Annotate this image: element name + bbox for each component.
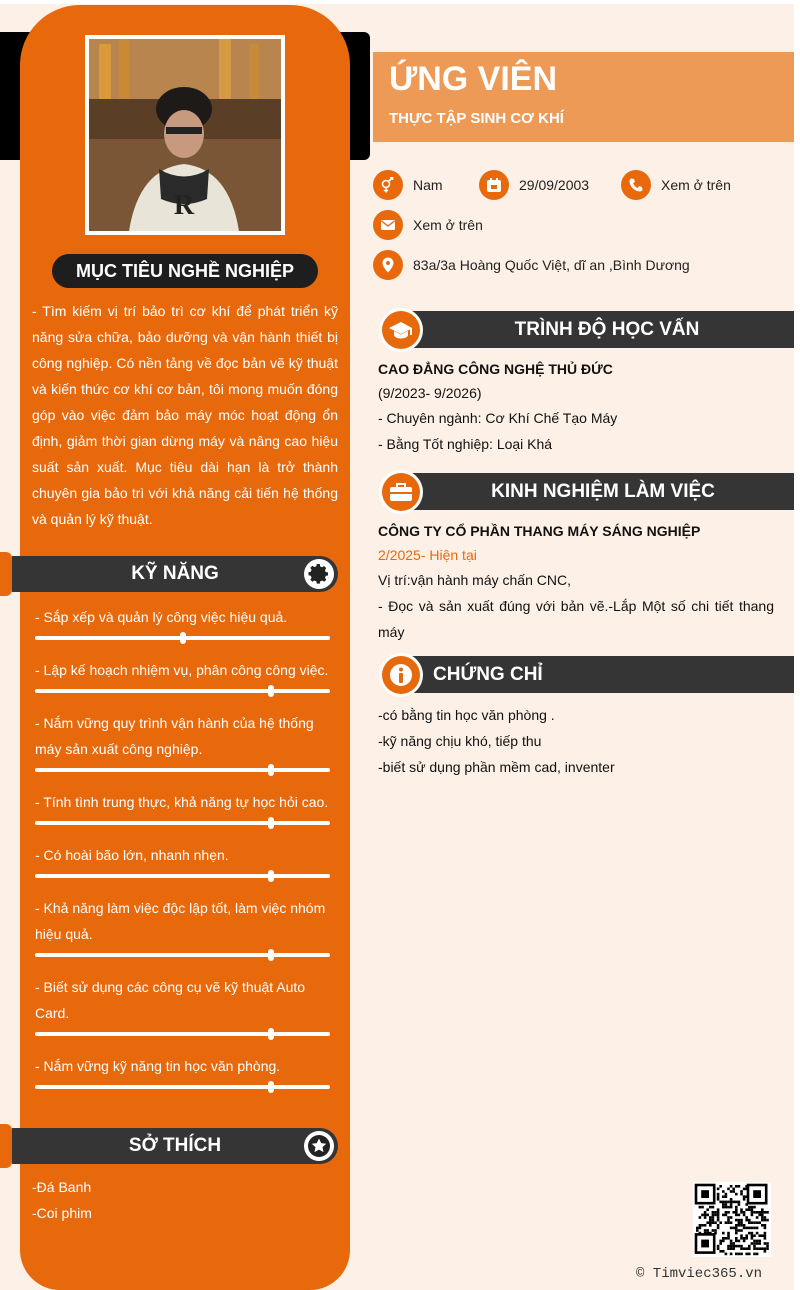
skill-item: - Sắp xếp và quản lý công việc hiệu quả.: [35, 609, 288, 625]
hobbies-notch: [0, 1124, 12, 1168]
skill-level-marker: [268, 685, 274, 697]
phone-text: Xem ở trên: [661, 177, 731, 193]
education-degree: - Bằng Tốt nghiệp: Loại Khá: [378, 436, 553, 452]
education-major: - Chuyên ngành: Cơ Khí Chế Tạo Máy: [378, 410, 618, 426]
skill-level-bar: [35, 689, 330, 693]
gear-icon: [304, 559, 334, 589]
skill-level-bar: [35, 821, 330, 825]
education-title: TRÌNH ĐỘ HỌC VẤN: [514, 319, 700, 340]
graduation-cap-icon: [388, 317, 414, 343]
certificate-item: -kỹ năng chịu khó, tiếp thu: [378, 733, 542, 749]
skill-item: - Có hoài bão lớn, nhanh nhẹn.: [35, 847, 229, 863]
skill-level-marker: [268, 764, 274, 776]
education-badge: [379, 308, 423, 352]
skill-level-bar: [35, 636, 330, 640]
hobby-item: -Coi phim: [32, 1205, 92, 1221]
certificates-badge: [379, 653, 423, 697]
certificate-item: -có bằng tin học văn phòng .: [378, 707, 555, 723]
star-icon: [304, 1131, 334, 1161]
skill-level-bar: [35, 953, 330, 957]
email-text: Xem ở trên: [413, 217, 483, 233]
skill-item: - Tính tình trung thực, khả năng tự học hỏi cao.: [35, 794, 329, 810]
objective-text: - Tìm kiếm vị trí bảo trì cơ khí để phát triển kỹ năng sửa chữa, bảo dưỡng và vận hành thiết bị công nghiệp. Có nền tảng về đọc bản vẽ kỹ thuật và kiến thức cơ khí cơ bản, tôi mong muốn đóng góp vào việc đảm bảo máy móc hoạt động ổn định, giảm thời gian dừng máy và nâng cao hiệu suất sản xuất. Mục tiêu dài hạn là trở thành chuyên gia bảo trì với khả năng cải tiến hệ thống và quản lý kỹ thuật.: [32, 303, 338, 527]
skill-level-bar: [35, 1032, 330, 1036]
certificates-title: CHỨNG CHỈ: [433, 664, 543, 685]
phone-icon: [621, 170, 651, 200]
hobbies-list: [32, 1174, 92, 1226]
avatar: [85, 35, 285, 235]
candidate-name: ỨNG VIÊN: [389, 60, 558, 98]
skills-notch: [0, 552, 12, 596]
skill-item: - Biết sử dụng các công cụ vẽ kỹ thuật Auto Card.: [35, 979, 306, 1021]
skill-item: - Nắm vững quy trình vận hành của hệ thống máy sản xuất công nghiệp.: [35, 715, 314, 757]
skills-title: KỸ NĂNG: [131, 563, 219, 584]
experience-title: KINH NGHIỆM LÀM VIỆC: [491, 481, 715, 502]
experience-duty: - Đọc và sản xuất đúng với bản vẽ.-Lắp Một số chi tiết thang máy: [378, 598, 774, 640]
skill-level-marker: [268, 949, 274, 961]
certificates-header: [400, 656, 794, 693]
objective-title: MỤC TIÊU NGHỀ NGHIỆP: [52, 254, 318, 288]
briefcase-icon: [388, 479, 414, 505]
calendar-icon: [479, 170, 509, 200]
hobbies-title: SỞ THÍCH: [128, 1135, 222, 1156]
copyright-text: © Timviec365.vn: [636, 1266, 763, 1282]
experience-period: 2/2025- Hiện tại: [378, 547, 477, 563]
hobby-item: -Đá Banh: [32, 1179, 92, 1195]
education-header: [400, 311, 794, 348]
email-icon: [373, 210, 403, 240]
experience-badge: [379, 470, 423, 514]
education-period: (9/2023- 9/2026): [378, 385, 482, 401]
info-icon: [388, 662, 414, 688]
skill-level-bar: [35, 874, 330, 878]
skill-level-bar: [35, 768, 330, 772]
candidate-role: THỰC TẬP SINH CƠ KHÍ: [389, 110, 564, 127]
experience-position: Vị trí:vận hành máy chấn CNC,: [378, 572, 571, 588]
education-school: CAO ĐẲNG CÔNG NGHỆ THỦ ĐỨC: [378, 361, 613, 377]
location-icon: [373, 250, 403, 280]
skill-level-marker: [268, 1081, 274, 1093]
skill-level-marker: [180, 632, 186, 644]
skill-level-marker: [268, 870, 274, 882]
skill-item: - Nắm vững kỹ năng tin học văn phòng.: [35, 1058, 281, 1074]
svg-text:R: R: [173, 190, 195, 221]
gender-text: Nam: [413, 177, 443, 193]
skills-header: [12, 556, 338, 592]
skill-item: - Lập kế hoạch nhiệm vụ, phân công công việc.: [35, 662, 329, 678]
dob-text: 29/09/2003: [519, 177, 590, 193]
hobbies-header: [12, 1128, 338, 1164]
experience-header: [400, 473, 794, 510]
skill-level-marker: [268, 1028, 274, 1040]
certificate-item: -biết sử dụng phần mềm cad, inventer: [378, 759, 615, 775]
header-band: [373, 52, 794, 142]
skill-item: - Khả năng làm việc độc lập tốt, làm việc nhóm hiệu quả.: [35, 900, 326, 942]
skill-level-marker: [268, 817, 274, 829]
gender-icon: [373, 170, 403, 200]
skill-level-bar: [35, 1085, 330, 1089]
experience-company: CÔNG TY CỔ PHẦN THANG MÁY SÁNG NGHIỆP: [378, 523, 701, 539]
address-text: 83a/3a Hoàng Quốc Việt, dĩ an ,Bình Dương: [413, 257, 690, 273]
qr-code: [693, 1182, 771, 1257]
